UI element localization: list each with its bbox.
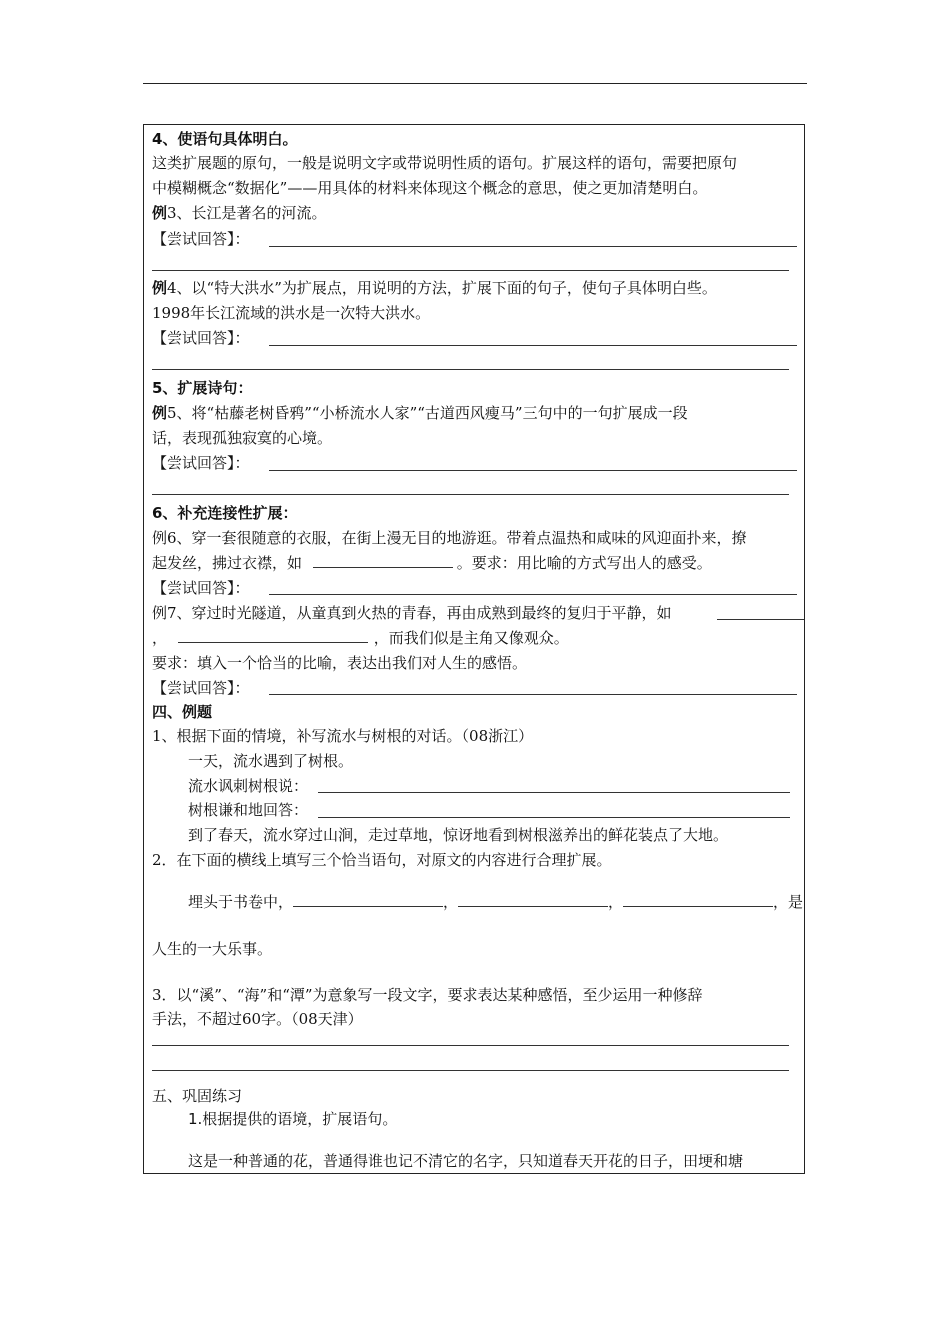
example-4-line2: 1998年长江流域的洪水是一次特大洪水。 [152, 304, 431, 322]
answer-label-ex7: 【尝试回答】： [152, 679, 250, 697]
example-6-fill-blank[interactable] [313, 553, 453, 568]
example-6-line2-b: 。要求：用比喻的方式写出人的感受。 [456, 554, 712, 572]
answer-label-ex4: 【尝试回答】： [152, 329, 250, 347]
answer-label-ex5: 【尝试回答】： [152, 454, 250, 472]
example-5-line2: 话，表现孤独寂寞的心境。 [152, 429, 333, 447]
section-4-paragraph-line1: 这类扩展题的原句，一般是说明文字或带说明性质的语句。扩展这样的语句，需要把原句 [152, 154, 738, 172]
question-3-line2: 手法，不超过60字。（08天津） [152, 1010, 363, 1028]
section-4-heading: 4、使语句具体明白。 [152, 130, 298, 148]
question-1-line2: 流水讽刺树根说： [188, 777, 309, 795]
question-3-line1: 3．以“溪”、“海”和“潭”为意象写一段文字，要求表达某种感悟，至少运用一种修辞 [152, 986, 703, 1004]
example-6-line2-a: 起发丝，拂过衣襟，如 [152, 554, 303, 572]
answer-line-ex5-2[interactable] [152, 494, 789, 495]
example-4-label: 例 [152, 279, 168, 297]
section-5-heading: 5、扩展诗句： [152, 379, 253, 397]
example-4 [152, 278, 717, 298]
example-7-requirement: 要求：填入一个恰当的比喻，表达出我们对人生的感悟。 [152, 654, 528, 672]
example-6-line1: 例6、穿一套很随意的衣服，在街上漫无目的地游逛。带着点温热和咸味的风迎面扑来，撩 [152, 529, 747, 547]
question-2-blank-2[interactable] [458, 892, 608, 907]
example-4-text: 4、以“特大洪水”为扩展点，用说明的方法，扩展下面的句子，使句子具体明白些。 [167, 279, 717, 297]
answer-line-ex4-1[interactable] [269, 345, 797, 346]
section-4-paragraph-line2: 中模糊概念“数据化”——用具体的材料来体现这个概念的意思，使之更加清楚明白。 [152, 179, 708, 197]
example-3-label: 例 [152, 204, 168, 222]
example-3 [152, 203, 327, 223]
answer-line-ex3-2[interactable] [152, 270, 789, 271]
question-3-answer-line-2[interactable] [152, 1070, 789, 1071]
question-3-answer-line-1[interactable] [152, 1045, 789, 1046]
question-1-line3: 树根谦和地回答： [188, 801, 309, 819]
example-7-line2 [152, 628, 569, 648]
question-2-end: ，是 [773, 893, 804, 911]
practice-paragraph-line1: 这是一种普通的花，普通得谁也记不清它的名字，只知道春天开花的日子，田埂和塘 [188, 1152, 744, 1170]
question-1-line4: 到了春天，流水穿过山涧，走过草地，惊讶地看到树根滋养出的鲜花装点了大地。 [188, 826, 729, 844]
example-3-text: 3、长江是著名的河流。 [167, 204, 327, 222]
question-2-blank-3[interactable] [623, 892, 773, 907]
example-5 [152, 403, 688, 423]
question-2-comma-2: ， [608, 893, 624, 911]
example-5-label: 例 [152, 404, 168, 422]
answer-label-ex3: 【尝试回答】： [152, 230, 250, 248]
section-four-heading: 四、例题 [152, 703, 213, 721]
question-2-blank-1[interactable] [293, 892, 443, 907]
question-2: 2．在下面的横线上填写三个恰当语句，对原文的内容进行合理扩展。 [152, 851, 612, 869]
example-7-fill-blank-2[interactable] [178, 628, 368, 643]
example-5-text: 5、将“枯藤老树昏鸦”“小桥流水人家”“古道西风瘦马”三句中的一句扩展成一段 [167, 404, 688, 422]
answer-line-ex3-1[interactable] [269, 246, 797, 247]
water-dialogue-line[interactable] [318, 792, 790, 793]
answer-line-ex5-1[interactable] [269, 470, 797, 471]
answer-line-ex7[interactable] [269, 694, 797, 695]
practice-question-1: 1.根据提供的语境，扩展语句。 [188, 1110, 398, 1128]
section-6-heading: 6、补充连接性扩展： [152, 504, 298, 522]
question-2-line1 [188, 892, 803, 912]
root-dialogue-line[interactable] [318, 817, 790, 818]
question-2-start: 埋头于书卷中， [188, 893, 294, 911]
worksheet-frame [143, 124, 805, 1174]
answer-line-ex4-2[interactable] [152, 369, 789, 370]
question-2-line2: 人生的一大乐事。 [152, 940, 273, 958]
example-7-line2-b: ，而我们似是主角又像观众。 [373, 629, 569, 647]
question-2-comma-1: ， [443, 893, 459, 911]
answer-label-ex6: 【尝试回答】： [152, 579, 250, 597]
example-7-line1: 例7、穿过时光隧道，从童真到火热的青春，再由成熟到最终的复归于平静，如 [152, 604, 672, 622]
question-1-line1: 一天，流水遇到了树根。 [188, 752, 354, 770]
section-five-heading: 五、巩固练习 [152, 1087, 243, 1105]
example-6-line2 [152, 553, 712, 573]
example-7-line2-a: ， [152, 629, 168, 647]
question-1: 1、根据下面的情境，补写流水与树根的对话。（08浙江） [152, 727, 534, 745]
answer-line-ex6[interactable] [269, 594, 797, 595]
header-rule [143, 83, 807, 84]
example-7-fill-blank-1[interactable] [717, 619, 805, 620]
